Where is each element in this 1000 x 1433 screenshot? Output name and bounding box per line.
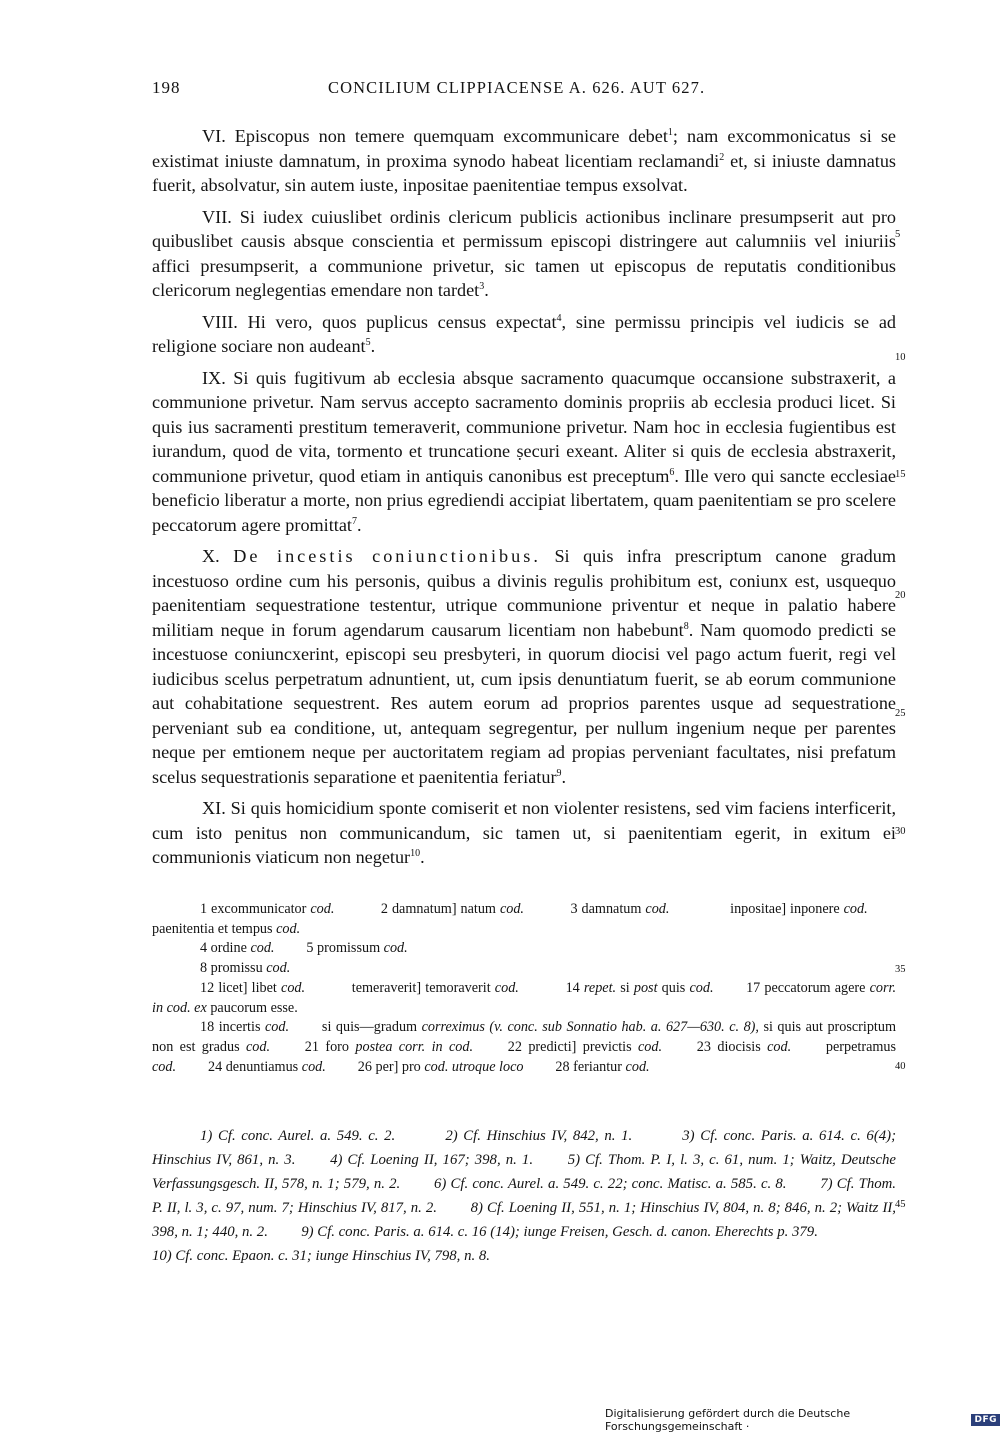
note-ref-7: 7 [351, 515, 357, 527]
footnote-8: 8) Cf. Loening II, 551, n. 1; Hinschius IV, 804, n. 8; 846, n. 2; Waitz II, 398, n. 1; 440, n. 2. [152, 1200, 896, 1240]
running-header [152, 78, 896, 102]
variant: 8 promissu [200, 960, 263, 977]
variant: 14 [565, 979, 580, 996]
variant: 2 damnatum] natum [380, 901, 496, 917]
page-number: 198 [152, 78, 181, 97]
canon-6 [152, 124, 896, 198]
canon-6-text-c: et, si iniuste damnatus fuerit, absolvatur, sin autem iuste, inpositae paenitentiae tempus exsolvat. [152, 150, 896, 195]
variant: 26 per] pro [357, 1058, 421, 1075]
variant-siglum: cod. [152, 1058, 177, 1075]
note-ref-3: 3 [479, 281, 485, 292]
variant-siglum: cod. [264, 1019, 290, 1036]
variant-line [152, 939, 896, 959]
variant-siglum: cod. [266, 960, 291, 977]
canon-6-text: VI. Episcopus non temere quemquam excommunicare debet [202, 126, 668, 146]
digitization-credit [605, 1407, 1000, 1433]
canon-6-text-b: ; nam excommonicatus si se existimat iniuste damnatum, in proxima synodo habeat licentiam reclamandi [152, 126, 896, 171]
footnote-6: 6) Cf. conc. Aurel. a. 549. c. 22; conc. Matisc. a. 585. c. 8. [433, 1176, 787, 1192]
footnote-4: 4) Cf. Loening II, 167; 398, n. 1. [330, 1152, 534, 1168]
canon-8-text-c: . [370, 336, 376, 356]
variant: 3 damnatum [570, 901, 642, 917]
footnote-block [152, 1124, 896, 1244]
canon-9 [152, 366, 896, 538]
line-number: 40 [895, 1061, 906, 1072]
variant-siglum: cod. [767, 1038, 792, 1055]
variant-siglum: cod. [625, 1058, 650, 1075]
variant: 12 licet] libet [200, 979, 277, 996]
variant-siglum: cod. [843, 901, 868, 917]
canon-text [152, 124, 896, 877]
canon-9-text: IX. Si quis fugitivum ab ecclesia absque sacramento quacumque occansione substraxerit, a communione privetur. Nam servus accepto sacramento dominis propriis ab ecclesia produci licet. Si quis ius sacramenti prestitum temeraverit, communione privetur. Nam hoc in ecclesia fugientibus est iurandum, quod de vita, tormento et truncatione ṣecuri exeant. Aliter si quis de ecclesia abstraxerit, communione privetur, quod etiam in antiquis canonibus est preceptum [152, 367, 896, 486]
note-ref-10: 10 [410, 848, 421, 859]
variant-note: cod. utroque loco [424, 1058, 524, 1075]
variant: si [620, 979, 630, 996]
variant-note: postea corr. in cod. [355, 1038, 474, 1055]
footnote-7: 7) Cf. Thom. P. II, l. 3, c. 97, num. 7; Hinschius IV, 817, n. 2. [152, 1176, 896, 1216]
variant: 4 ordine [200, 940, 247, 957]
footnote-2: 2) Cf. Hinschius IV, 842, n. 1. [445, 1128, 633, 1144]
variant: 18 incertis [200, 1019, 261, 1036]
note-ref-1: 1 [667, 127, 673, 138]
line-number: 35 [895, 964, 906, 975]
variant-line [152, 900, 896, 939]
canon-11 [152, 796, 896, 870]
variant-siglum: cod. [638, 1038, 663, 1055]
variant-siglum: cod. [310, 901, 335, 917]
variant: 24 denuntiamus [207, 1058, 299, 1075]
variant: 17 peccatorum agere [746, 979, 866, 996]
canon-9-text-c: . [356, 514, 362, 535]
variant: 5 promissum [306, 940, 381, 957]
variant: 22 predicti] previctis [507, 1038, 632, 1055]
note-ref-9: 9 [556, 767, 562, 779]
canon-10-heading: De incestis coniunctionibus. [233, 546, 541, 566]
variant-siglum: cod. [645, 901, 670, 917]
variant: si quis aut proscriptum non est gradus [152, 1019, 897, 1055]
dfg-logo: DFG [971, 1414, 1000, 1426]
variant: temeraverit] temoraverit [351, 979, 491, 996]
variant: 28 feriantur [555, 1058, 622, 1075]
canon-7-text: VII. Si iudex cuiuslibet ordinis clericum publicis actionibus inclinare presumpserit aut pro quibuslibet causis absque conscientia et permissum episcopi distringere aut calumniis vel iniuriis affici presumpserit, a communione privetur, sic tamen ut episcopus de reputatis conditionibus clericorum neglegentias emendare non tardet [152, 206, 896, 300]
variant: paucorum esse. [210, 999, 298, 1016]
variant-siglum: cod. [499, 901, 524, 917]
variant: 21 foro [304, 1038, 349, 1055]
canon-10-text: Si quis infra prescriptum canone gradum incestuoso ordine cum his personis, quibus a divinis regulis prohibitum est, coniunx est, usquequo paenitentiam sequestratione testentur, utrique communione priventur et neque in palatio habere militiam neque in forum agendarum causarum licentiam non habebunt [152, 546, 896, 640]
variant: perpetramus [825, 1038, 897, 1055]
line-number: 15 [895, 469, 906, 480]
variant: inpositae] inponere [730, 901, 840, 917]
variant-note: corr. in cod. ex [152, 979, 897, 1016]
variant-note: repet. [583, 979, 617, 996]
canon-11-text: XI. Si quis homicidium sponte comiserit et non violenter resistens, sed vim faciens interficerit, cum isto penitus non communicandum, sic tamen ut, si paenitentiam egerit, in exitum ei communionis viaticum non negetur [152, 798, 896, 867]
running-title: CONCILIUM CLIPPIACENSE A. 626. AUT 627. [328, 78, 706, 97]
line-number: 25 [895, 708, 906, 719]
line-number: 45 [895, 1199, 906, 1210]
canon-11-text-b: . [420, 847, 425, 867]
canon-10-text-c: . [561, 766, 567, 787]
note-ref-2: 2 [719, 151, 725, 163]
variant: 1 excommunicator [200, 901, 307, 917]
note-ref-6: 6 [669, 466, 675, 478]
footnote-9: 9) Cf. conc. Paris. a. 614. c. 16 (14); iunge Freisen, Gesch. d. canon. Eherechts p. 379. [301, 1224, 818, 1240]
footnote-3: 3) Cf. conc. Paris. a. 614. c. 6(4); Hinschius IV, 861, n. 3. [152, 1128, 897, 1168]
footnote-1: 1) Cf. conc. Aurel. a. 549. c. 2. [200, 1128, 396, 1144]
footnote-5: 5) Cf. Thom. P. I, l. 3, c. 61, num. 1; Waitz, Deutsche Verfassungsgesch. II, 578, n. 1; 579, n. 2. [152, 1152, 897, 1192]
canon-10-number: X. [202, 546, 220, 566]
variant-siglum: cod. [281, 979, 306, 996]
variant-note: post [633, 979, 658, 996]
footnote-10: 10) Cf. conc. Epaon. c. 31; iunge Hinschius IV, 798, n. 8. [152, 1248, 490, 1264]
variant: si quis—gradum [321, 1019, 418, 1036]
credit-text: Digitalisierung gefördert durch die Deutsche Forschungsgemeinschaft · [605, 1407, 851, 1433]
variant-siglum: cod. [250, 940, 275, 957]
variant-line [152, 959, 896, 979]
variant-siglum: cod. [276, 920, 301, 937]
variant-line [152, 979, 896, 1018]
footnote-10-line [152, 1244, 896, 1268]
variant-siglum: cod. [301, 1058, 326, 1075]
line-number: 30 [895, 826, 906, 837]
line-number: 10 [895, 352, 906, 363]
variant: 23 diocisis [696, 1038, 761, 1055]
variant-line [152, 1018, 896, 1077]
variant-siglum: cod. [494, 979, 519, 996]
variant-siglum: cod. [383, 940, 408, 957]
variant: paenitentia et tempus [152, 920, 273, 937]
canon-7-text-b: . [484, 280, 489, 300]
canon-7 [152, 205, 896, 303]
canon-8 [152, 310, 896, 359]
canon-10-text-b: . Nam quomodo predicti se incestuose coniuncxerint, episcopi seu presbyteri, in quorum diocisi vel pago actum fuerit, regi vel iudicibus scelus perpetratum adnuntient, ut, cum ipsis denuntiatum fuerit, se ab eorum communione aut cohabitatione sequestrent. Res autem eorum ad proprios parentes usque ad sequestratione perveniant sub ea conditione, ut, antequam segregentur, per nullum ingenium neque per parentes neque per emtionem neque per auctoritatem regiam ad propias perveniant facultates, nisi prefatum scelus sequestrationis separatione et paenitentia feriatur [152, 619, 896, 787]
canon-9-text-b: . Ille vero qui sancte ecclesiae beneficio liberatur a morte, non prius egrediendi accipiat libertatem, quam paenitentiam se pro scelere peccatorum agere promittat [152, 465, 896, 535]
line-number: 20 [895, 590, 906, 601]
line-number: 5 [895, 229, 901, 240]
variant-siglum: cod. [246, 1038, 271, 1055]
note-ref-5: 5 [365, 337, 371, 348]
variant-siglum: cod. [689, 979, 714, 996]
critical-apparatus [152, 900, 896, 1077]
canon-8-text-b: , sine permissu principis vel iudicis se ad religione sociare non audeant [152, 311, 897, 356]
note-ref-8: 8 [683, 620, 689, 632]
footnotes [152, 1124, 896, 1268]
canon-8-text: VIII. Hi vero, quos puplicus census expectat [202, 311, 557, 332]
variant: quis [661, 979, 686, 996]
variant-note: correximus (v. conc. sub Sonnatio hab. a. 627—630. c. 8), [421, 1019, 759, 1036]
canon-10 [152, 544, 896, 789]
note-ref-4: 4 [556, 312, 562, 324]
